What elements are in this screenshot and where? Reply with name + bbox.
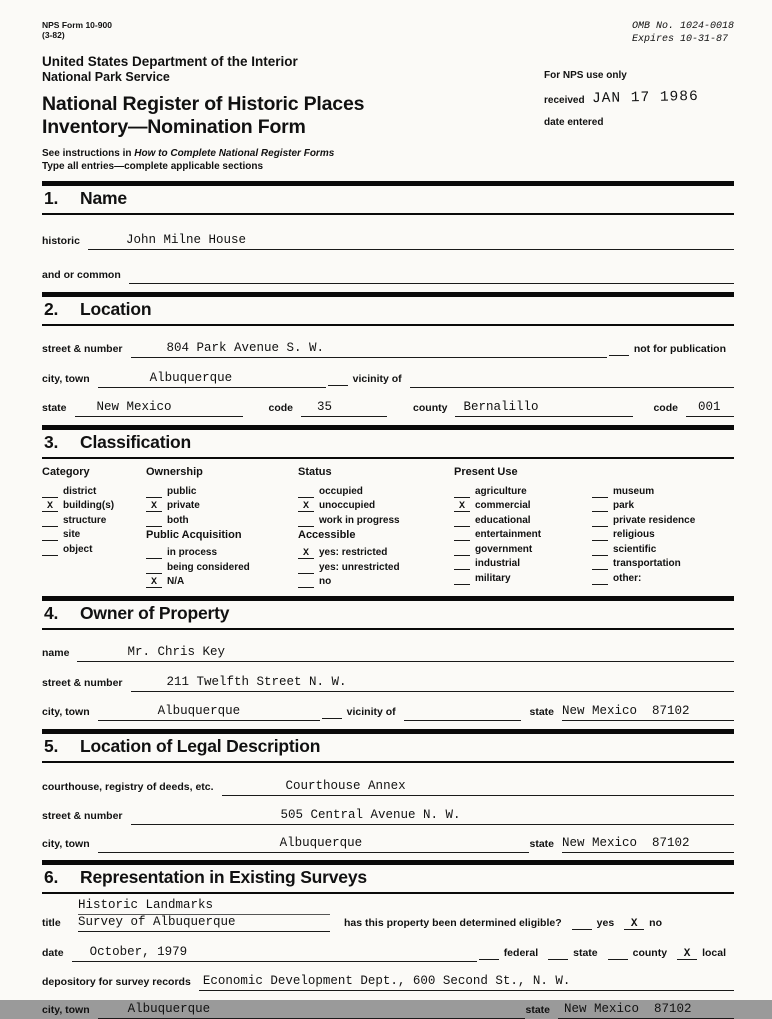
county-label: county (413, 402, 448, 415)
section-4-number: 4. (44, 603, 59, 624)
option-public: public (146, 484, 298, 498)
option-work-in-progress: work in progress (298, 513, 454, 527)
owner-city-row (42, 704, 734, 721)
checkbox-mark: X (146, 501, 162, 512)
present-use-header: Present Use (454, 466, 518, 479)
county-checkbox (608, 947, 628, 960)
present-use-column (454, 466, 592, 589)
checkbox-mark (454, 574, 470, 585)
date-entered-label: date entered (544, 117, 604, 128)
depository-row (42, 974, 734, 991)
owner-vicinity-checkbox (322, 706, 342, 719)
survey-title-field-line1: Historic Landmarks (78, 898, 330, 915)
option-agriculture: agriculture (454, 484, 592, 498)
survey-title-row-2 (42, 915, 734, 932)
section-1-number: 1. (44, 188, 59, 209)
courthouse-row (42, 779, 734, 796)
owner-street-row (42, 675, 734, 692)
checkbox-mark (454, 530, 470, 541)
eligible-yes-checkbox (572, 917, 592, 930)
checkbox-mark (454, 487, 470, 498)
instructions-manual-title: How to Complete National Register Forms (134, 148, 335, 160)
legal-city-row (42, 836, 734, 853)
form-number-line1: NPS Form 10-900 (42, 20, 112, 30)
state-checkbox (548, 947, 568, 960)
legal-state-field: New Mexico 87102 (562, 836, 734, 853)
option-park: park (592, 499, 734, 513)
section-5-heading (42, 734, 734, 763)
street-row (42, 341, 734, 358)
courthouse-field: Courthouse Annex (222, 779, 734, 796)
city-field-extension (410, 371, 734, 388)
accessible-header: Accessible (298, 528, 356, 541)
survey-city-row (42, 1002, 734, 1019)
agency-title: National Park Service (42, 70, 170, 84)
checkbox-mark (146, 516, 162, 527)
not-for-publication-label: not for publication (633, 343, 726, 356)
federal-label: federal (503, 947, 539, 960)
section-2-title: Location (80, 299, 152, 320)
section-4-heading (42, 601, 734, 630)
option-in-process: in process (146, 546, 298, 560)
section-6-title: Representation in Existing Surveys (80, 867, 367, 888)
historic-label: historic (42, 235, 80, 248)
courthouse-label: courthouse, registry of deeds, etc. (42, 781, 214, 794)
section-6-number: 6. (44, 867, 59, 888)
option-government: government (454, 542, 592, 556)
option-private: X private (146, 499, 298, 513)
section-3-title: Classification (80, 432, 191, 453)
code-label: code (268, 402, 294, 415)
owner-name-label: name (42, 647, 70, 660)
option-educational: educational (454, 513, 592, 527)
classification-grid (42, 466, 734, 589)
omb-number (632, 20, 734, 46)
checkbox-mark (146, 563, 162, 574)
option-site: site (42, 528, 146, 542)
survey-title-row-1 (42, 898, 734, 915)
section-1-heading (42, 186, 734, 215)
option-being-considered: being considered (146, 560, 298, 574)
street-field: 804 Park Avenue S. W. (131, 341, 607, 358)
option-buildings: X building(s) (42, 499, 146, 513)
legal-street-row (42, 808, 734, 825)
option-scientific: scientific (592, 542, 734, 556)
section-5-title: Location of Legal Description (80, 736, 321, 757)
public-acquisition-header: Public Acquisition (146, 528, 242, 541)
option-occupied: occupied (298, 484, 454, 498)
option-both: both (146, 513, 298, 527)
nps-use-box (544, 54, 734, 173)
street-label: street & number (42, 343, 123, 356)
checkbox-mark: X (454, 501, 470, 512)
received-date-stamp: JAN 17 1986 (591, 88, 699, 108)
state-row (42, 400, 734, 417)
owner-vicinity-label: vicinity of (346, 706, 396, 719)
section-3-heading (42, 430, 734, 459)
section-2-number: 2. (44, 299, 59, 320)
omb-line2: Expires 10-31-87 (631, 34, 728, 45)
section-6-heading (42, 865, 734, 894)
option-no-access: no (298, 575, 454, 589)
checkbox-mark: X (298, 548, 314, 559)
section-2-heading (42, 297, 734, 326)
checkbox-mark (592, 574, 608, 585)
historic-row (42, 233, 734, 250)
state-checkbox-label: state (573, 947, 598, 960)
survey-city-label: city, town (42, 1004, 90, 1017)
option-commercial: X commercial (454, 499, 592, 513)
form-title (42, 93, 544, 138)
survey-city-field: Albuquerque (98, 1002, 526, 1019)
option-yes-unrestricted: yes: unrestricted (298, 560, 454, 574)
header-left (42, 54, 544, 173)
survey-state-field: New Mexico 87102 (558, 1002, 734, 1019)
option-museum: museum (592, 484, 734, 498)
checkbox-mark (298, 577, 314, 588)
common-name-row (42, 267, 734, 284)
option-district: district (42, 484, 146, 498)
present-use-2-header (592, 466, 734, 481)
code2-field: 001 (686, 400, 734, 417)
depository-label: depository for survey records (42, 976, 191, 989)
checkbox-mark (298, 487, 314, 498)
code-field: 35 (301, 400, 387, 417)
city-label: city, town (42, 373, 90, 386)
checkbox-mark (42, 487, 58, 498)
checkbox-mark (298, 516, 314, 527)
checkbox-mark (454, 516, 470, 527)
form-number-line2: (3-82) (42, 30, 65, 40)
survey-date-field: October, 1979 (72, 945, 477, 962)
depository-field: Economic Development Dept., 600 Second St., N. W. (199, 974, 734, 991)
option-industrial: industrial (454, 557, 592, 571)
county-checkbox-label: county (632, 947, 668, 960)
owner-name-field: Mr. Chris Key (77, 645, 734, 662)
federal-checkbox (479, 947, 499, 960)
survey-date-row (42, 945, 734, 962)
survey-state-label: state (525, 1004, 550, 1017)
instructions-line1: See instructions in How to Complete National Register Forms (42, 148, 335, 160)
status-column (298, 466, 454, 589)
form-title-line2: Inventory—Nomination Form (42, 115, 306, 138)
legal-street-label: street & number (42, 810, 123, 823)
historic-field: John Milne House (88, 233, 734, 250)
owner-city-field: Albuquerque (98, 704, 320, 721)
option-transportation: transportation (592, 557, 734, 571)
checkbox-mark (298, 563, 314, 574)
code2-label: code (653, 402, 678, 415)
received-label: received (544, 95, 585, 106)
section-4-title: Owner of Property (80, 603, 230, 624)
checkbox-mark (454, 545, 470, 556)
checkbox-mark (592, 487, 608, 498)
checkbox-mark: X (42, 501, 58, 512)
not-for-publication-checkbox (609, 343, 629, 356)
status-header: Status (298, 466, 332, 479)
option-entertainment: entertainment (454, 528, 592, 542)
owner-state-field: New Mexico 87102 (562, 704, 734, 721)
owner-name-row (42, 645, 734, 662)
city-row (42, 371, 734, 388)
legal-city-label: city, town (42, 838, 90, 851)
checkbox-mark (146, 487, 162, 498)
vicinity-checkbox (328, 373, 348, 386)
category-column (42, 466, 146, 589)
omb-line1: OMB No. 1024-0018 (631, 21, 734, 32)
option-structure: structure (42, 513, 146, 527)
legal-state-label: state (529, 838, 554, 851)
section-5-number: 5. (44, 736, 59, 757)
checkbox-mark (592, 545, 608, 556)
checkbox-mark: X (146, 577, 162, 588)
checkbox-mark (42, 530, 58, 541)
state-field: New Mexico (75, 400, 243, 417)
ownership-header: Ownership (146, 466, 203, 479)
owner-state-label: state (529, 706, 554, 719)
checkbox-mark (42, 545, 58, 556)
city-field: Albuquerque (98, 371, 326, 388)
checkbox-mark (42, 516, 58, 527)
instructions-line2: Type all entries—complete applicable sections (42, 161, 264, 173)
form-title-line1: National Register of Historic Places (42, 93, 365, 115)
received-row (544, 90, 734, 106)
section-3-number: 3. (44, 432, 59, 453)
legal-city-field: Albuquerque (98, 836, 530, 853)
category-header: Category (42, 466, 90, 479)
option-private-residence: private residence (592, 513, 734, 527)
county-field: Bernalillo (455, 400, 633, 417)
present-use-column-2 (592, 466, 734, 589)
top-row (42, 20, 734, 46)
survey-date-label: date (42, 947, 64, 960)
owner-city-extension (404, 704, 522, 721)
eligible-question-label: has this property been determined eligible? (344, 917, 562, 930)
state-label: state (42, 402, 67, 415)
checkbox-mark (592, 559, 608, 570)
owner-street-label: street & number (42, 677, 123, 690)
local-checkbox-label: local (702, 947, 726, 960)
checkbox-mark (592, 530, 608, 541)
ownership-column (146, 466, 298, 589)
survey-title-label: title (42, 917, 61, 930)
option-religious: religious (592, 528, 734, 542)
checkbox-mark (592, 501, 608, 512)
eligible-no-label: no (649, 917, 662, 930)
option-military: military (454, 571, 592, 585)
checkbox-mark (454, 559, 470, 570)
department-title: United States Department of the Interior (42, 54, 298, 69)
common-name-label: and or common (42, 269, 121, 282)
vicinity-label: vicinity of (352, 373, 402, 386)
checkbox-mark: X (298, 501, 314, 512)
form-number (42, 20, 112, 40)
option-yes-restricted: X yes: restricted (298, 546, 454, 560)
owner-city-label: city, town (42, 706, 90, 719)
option-na: X N/A (146, 575, 298, 589)
checkbox-mark (592, 516, 608, 527)
checkbox-mark (146, 548, 162, 559)
local-checkbox: X (677, 947, 697, 960)
eligible-no-checkbox: X (624, 917, 644, 930)
common-name-field (129, 267, 734, 284)
legal-street-field: 505 Central Avenue N. W. (131, 808, 734, 825)
instructions (42, 147, 544, 173)
survey-title-field-line2: Survey of Albuquerque (78, 915, 330, 932)
nps-use-only-label: For NPS use only (544, 70, 627, 81)
owner-street-field: 211 Twelfth Street N. W. (131, 675, 734, 692)
header (42, 54, 734, 173)
eligible-yes-label: yes (596, 917, 615, 930)
section-1-title: Name (80, 188, 127, 209)
option-object: object (42, 542, 146, 556)
option-unoccupied: X unoccupied (298, 499, 454, 513)
option-other: other: (592, 571, 734, 585)
